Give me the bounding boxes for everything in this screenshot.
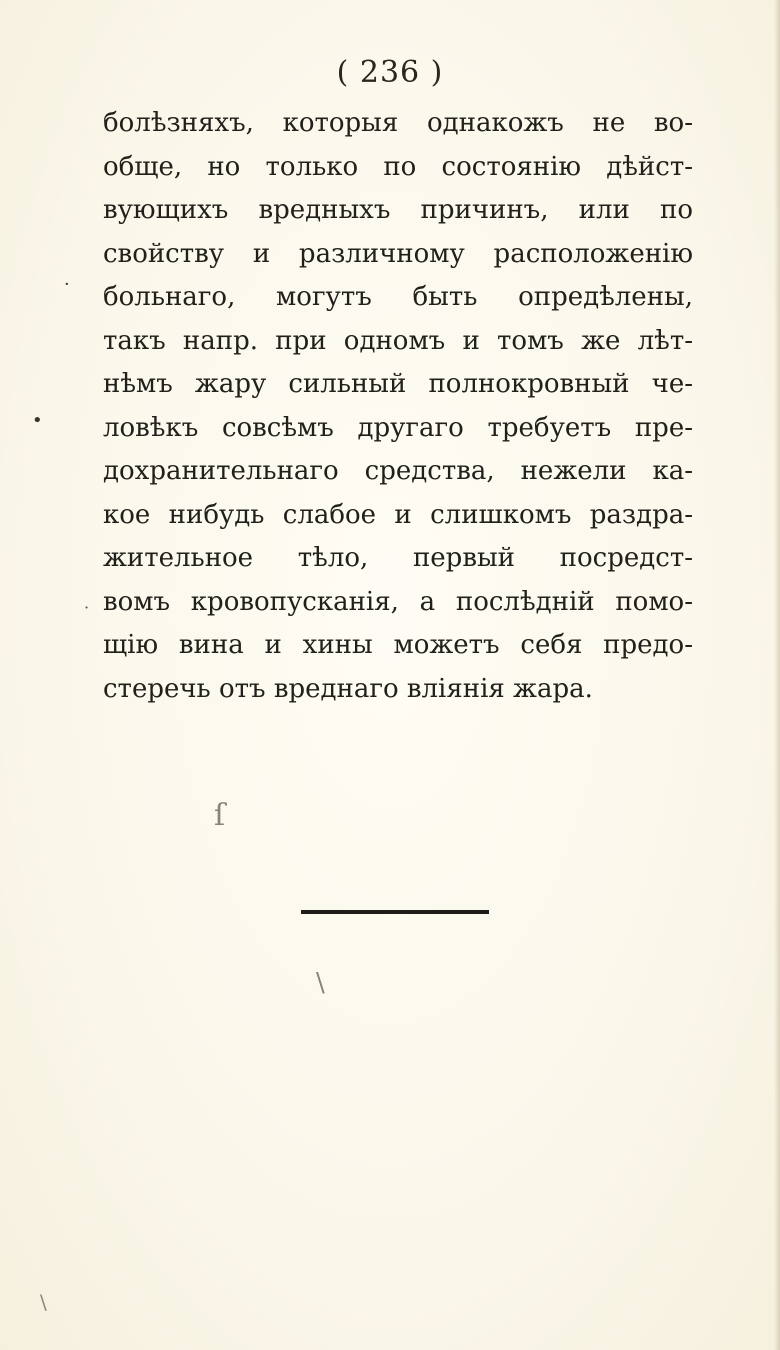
bleed-through-mark: ſ [214,798,226,833]
text-line: ловѣкъ совсѣмъ другаго требуетъ пре- [103,412,693,443]
text-line: щію вина и хины можетъ себя предо- [103,630,693,660]
text-line: свойству и различному расположенію [103,238,693,269]
text-line: вующихъ вредныхъ причинъ, или по [103,195,693,225]
text-line: нѣмъ жару сильный полнокровный че- [103,369,693,399]
page-edge-shadow [774,0,780,1350]
text-line: такъ напр. при одномъ и томъ же лѣт- [103,325,693,356]
text-line: жительное тѣло, первый посредст- [103,543,693,573]
text-line: вомъ кровопусканія, а послѣдній помо- [103,586,693,617]
ink-speck: • [32,410,43,431]
text-line: обще, но только по состоянію дѣйст- [103,151,693,182]
body-text [103,102,693,711]
text-line: стеречь отъ вреднаго вліянія жара. [103,673,593,704]
text-line: больнаго, могутъ быть опредѣлены, [103,282,693,312]
section-end-rule [301,910,489,914]
bleed-through-mark: \ [316,968,325,998]
text-line: болѣзняхъ, которыя однакожъ не во- [103,108,693,138]
page-number: ( 236 ) [336,55,444,90]
bleed-through-mark: \ [40,1290,47,1314]
ink-speck: · [64,274,70,295]
text-line: дохранительнаго средства, нежели ка- [103,456,693,486]
text-line: кое нибудь слабое и слишкомъ раздра- [103,499,693,530]
ink-speck: · [84,598,90,617]
